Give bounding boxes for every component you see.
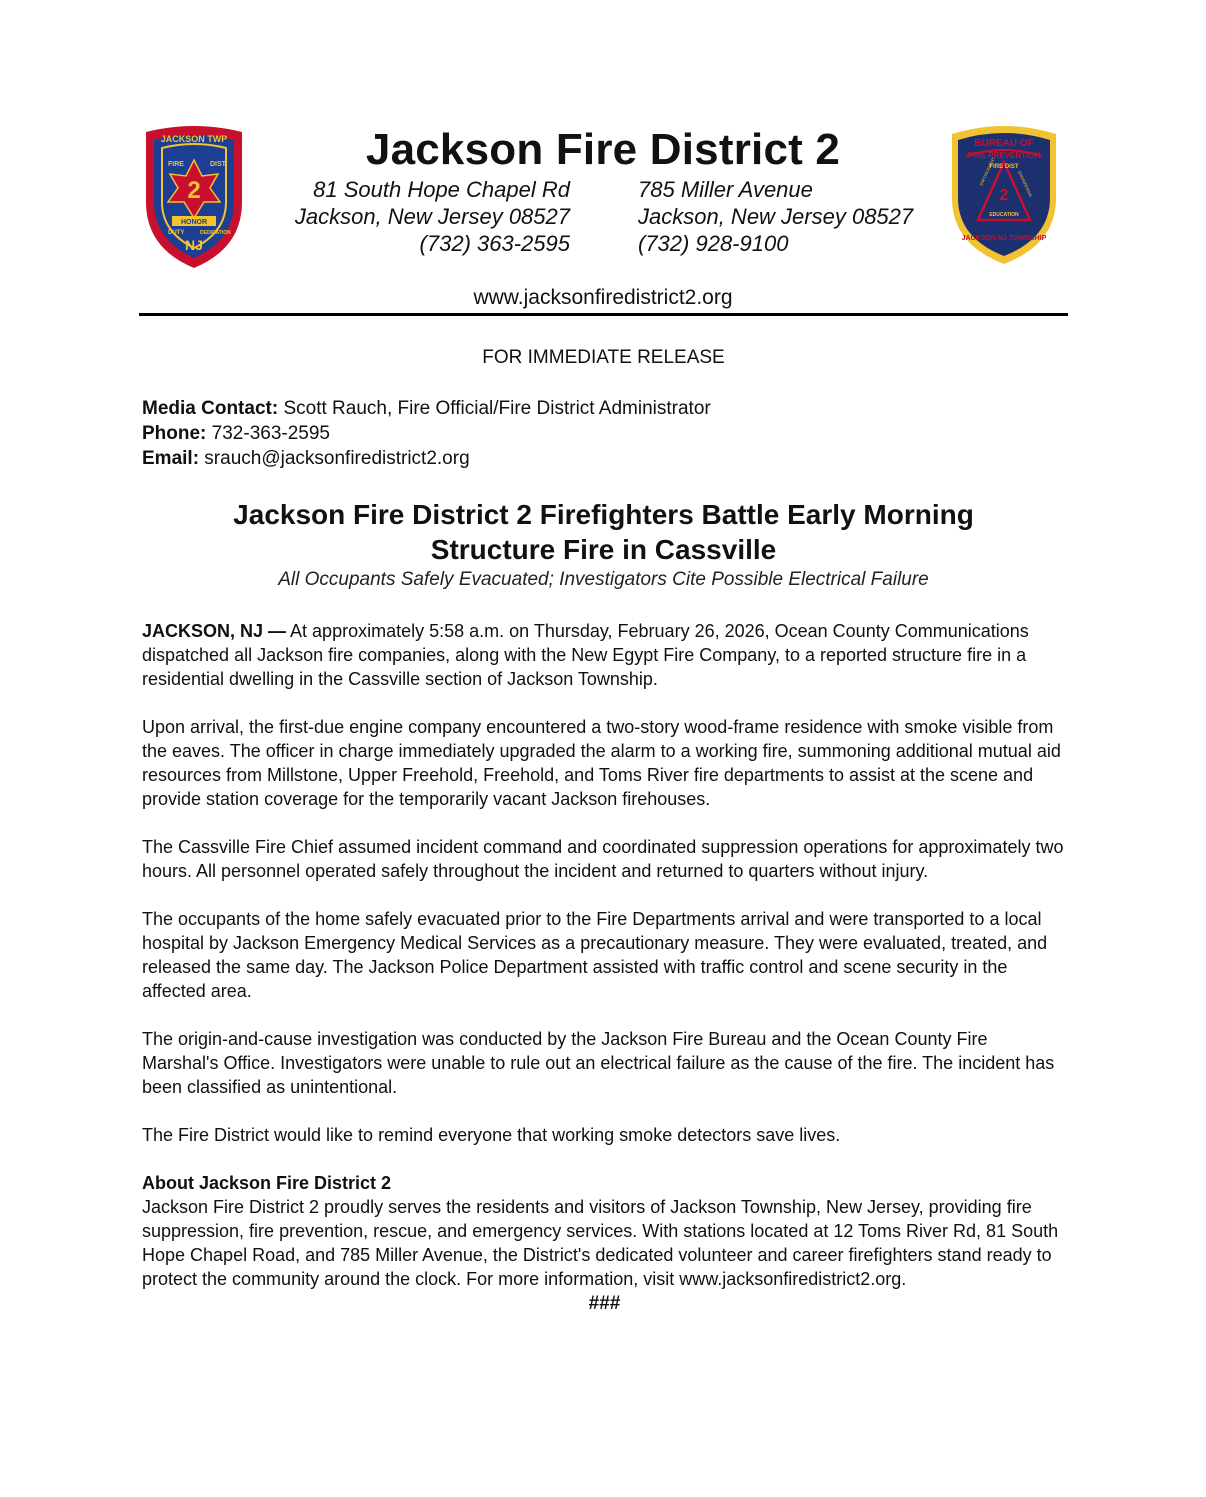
address-line: 785 Miller Avenue bbox=[638, 177, 813, 202]
svg-text:FIRE DIST: FIRE DIST bbox=[989, 164, 1019, 170]
media-contact-label: Media Contact: bbox=[142, 398, 279, 419]
about-text: Jackson Fire District 2 proudly serves the residents and visitors of Jackson Township, New Jersey, providing fire suppression, fire prevention, rescue, and emergency services. With stations located at 12 Toms River Rd, 81 South Hope Chapel Road, and 785 Miller Avenue, the District's dedicated volunteer and career firefighters stand ready to protect the community around the clock. For more information, visit www.jacksonfiredistrict2.org. bbox=[142, 1197, 1059, 1289]
svg-text:ENGINEERING: ENGINEERING bbox=[1017, 170, 1034, 198]
headline-line-1: Jackson Fire District 2 Firefighters Battle Early Morning bbox=[233, 499, 974, 530]
headline-line-2: Structure Fire in Cassville bbox=[430, 534, 777, 565]
media-contact-block bbox=[142, 396, 711, 471]
address-hope-chapel bbox=[250, 176, 570, 257]
subheadline: All Occupants Safely Evacuated; Investigators Cite Possible Electrical Failure bbox=[278, 569, 929, 590]
email-value[interactable]: srauch@jacksonfiredistrict2.org bbox=[199, 448, 470, 469]
email-label: Email: bbox=[142, 448, 200, 469]
svg-text:DIST: DIST bbox=[210, 161, 226, 168]
dateline: JACKSON, NJ — bbox=[142, 621, 287, 641]
svg-text:ENFORCEMENT: ENFORCEMENT bbox=[978, 156, 996, 187]
address-line: Jackson, New Jersey 08527 bbox=[638, 204, 914, 229]
headline bbox=[139, 497, 1068, 567]
release-label: FOR IMMEDIATE RELEASE bbox=[482, 347, 725, 368]
body-paragraph-3: The Cassville Fire Chief assumed incident command and coordinated suppression operations for approximately two hours. All personnel operated safely throughout the incident and returned to quarters without injury. bbox=[142, 837, 1064, 881]
svg-text:EDUCATION: EDUCATION bbox=[989, 212, 1019, 218]
svg-text:BUREAU OF: BUREAU OF bbox=[974, 138, 1034, 149]
website-link[interactable]: www.jacksonfiredistrict2.org bbox=[473, 286, 733, 309]
body-paragraph-5: The origin-and-cause investigation was conducted by the Jackson Fire Bureau and the Ocean County Fire Marshal's Office. Investigators were unable to rule out an electrical failure as the cause of the fire. The incident has been classified as unintentional. bbox=[142, 1029, 1055, 1097]
body-paragraph-2: Upon arrival, the first-due engine company encountered a two-story wood-frame residence with smoke visible from the eaves. The officer in charge immediately upgraded the alarm to a working fire, summoning additional mutual aid resources from Millstone, Upper Freehold, Freehold, and Toms River fire departments to assist at the scene and provide station coverage for the temporarily vacant Jackson firehouses. bbox=[142, 717, 1061, 809]
fire-district-patch-icon bbox=[138, 122, 250, 270]
body-paragraph-1 bbox=[142, 619, 1067, 691]
address-miller-avenue bbox=[638, 176, 958, 257]
svg-text:2: 2 bbox=[187, 177, 201, 204]
svg-text:FIRE: FIRE bbox=[168, 161, 184, 168]
about-title: About Jackson Fire District 2 bbox=[142, 1173, 392, 1193]
phone-label: Phone: bbox=[142, 423, 207, 444]
press-release-body bbox=[142, 619, 1067, 1317]
media-contact-line bbox=[142, 396, 711, 421]
end-mark: ### bbox=[588, 1293, 621, 1314]
header-divider bbox=[139, 313, 1068, 316]
body-paragraph-6: The Fire District would like to remind everyone that working smoke detectors save lives. bbox=[142, 1125, 841, 1145]
address-line: 81 South Hope Chapel Rd bbox=[313, 177, 570, 202]
phone-line bbox=[142, 421, 711, 446]
paragraph-text: At approximately 5:58 a.m. on Thursday, February 26, 2026, Ocean County Communications dispatched all Jackson fire companies, along with the New Egypt Fire Company, to a reported structure fire in a residential dwelling in the Cassville section of Jackson Township. bbox=[142, 621, 1029, 689]
address-phone: (732) 363-2595 bbox=[419, 231, 570, 256]
bureau-fire-prevention-patch-icon bbox=[946, 120, 1062, 266]
svg-text:DUTY: DUTY bbox=[168, 230, 185, 236]
media-contact-value: Scott Rauch, Fire Official/Fire District Administrator bbox=[278, 398, 711, 419]
email-line bbox=[142, 446, 711, 471]
svg-text:JACKSON NJ TOWNSHIP: JACKSON NJ TOWNSHIP bbox=[961, 235, 1047, 242]
svg-text:DEDICATION: DEDICATION bbox=[200, 230, 231, 236]
phone-value: 732-363-2595 bbox=[206, 423, 330, 444]
svg-text:FIRE PREVENTION: FIRE PREVENTION bbox=[967, 151, 1041, 160]
svg-text:HONOR: HONOR bbox=[180, 219, 208, 226]
svg-text:JACKSON TWP: JACKSON TWP bbox=[160, 134, 228, 144]
address-phone: (732) 928-9100 bbox=[638, 231, 789, 256]
svg-text:NJ: NJ bbox=[185, 237, 203, 253]
address-line: Jackson, New Jersey 08527 bbox=[294, 204, 570, 229]
body-paragraph-4: The occupants of the home safely evacuated prior to the Fire Departments arrival and were transported to a local hospital by Jackson Emergency Medical Services as a precautionary measure. They were evaluated, treated, and released the same day. The Jackson Police Department assisted with traffic control and scene security in the affected area. bbox=[142, 909, 1048, 1001]
organization-name: Jackson Fire District 2 bbox=[365, 125, 841, 174]
svg-text:2: 2 bbox=[999, 187, 1009, 204]
